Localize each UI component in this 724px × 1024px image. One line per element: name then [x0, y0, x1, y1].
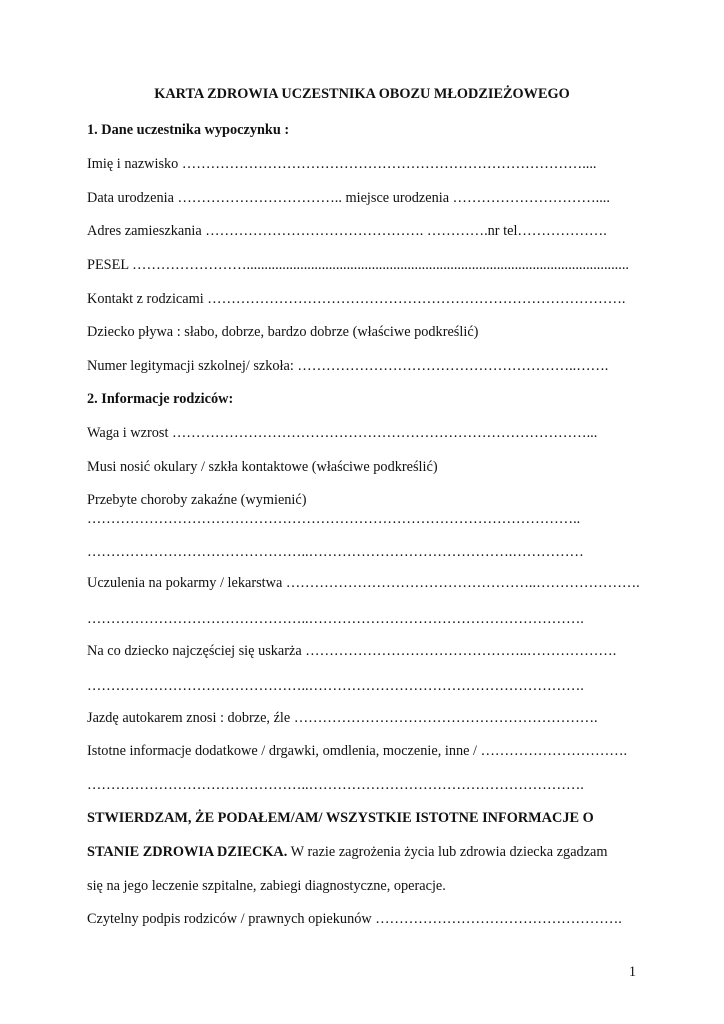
section-1-heading: 1. Dane uczestnika wypoczynku : — [87, 122, 290, 138]
page-number: 1 — [628, 964, 636, 980]
extra-info-field-line: Istotne informacje dodatkowe / drgawki, omdlenia, moczenie, inne / …………………………. — [87, 743, 628, 759]
glasses-field-line: Musi nosić okulary / szkła kontaktowe (właściwe podkreślić) — [87, 459, 438, 475]
address-field-line: Adres zamieszkania ………………………………………. ………….nr tel………………. — [87, 223, 607, 239]
parents-contact-field-line: Kontakt z rodzicami ……………………………………………………………………………. — [87, 291, 626, 307]
statement-line-2 — [87, 843, 608, 861]
diseases-dots-line-1: ………………………………………………………………………………………….. — [87, 511, 581, 527]
section-2-heading: 2. Informacje rodziców: — [87, 391, 234, 407]
diseases-dots-line-2: ………………………………………..…………………………………….…………… — [87, 544, 584, 560]
birth-field-line: Data urodzenia …………………………….. miejsce urodzenia ………………………….... — [87, 190, 610, 206]
statement-normal-part: W razie zagrożenia życia lub zdrowia dziecka zgadzam — [287, 844, 608, 860]
weight-field-line: Waga i wzrost ……………………………………………………………………………... — [87, 425, 598, 441]
allergies-field-line: Uczulenia na pokarmy / lekarstwa ……………………………………………..…………………. — [87, 575, 640, 591]
bus-travel-field-line: Jazdę autokarem znosi : dobrze, źle ………………………………………………………. — [87, 710, 598, 726]
signature-field-line: Czytelny podpis rodziców / prawnych opiekunów ……………………………………………. — [87, 911, 622, 927]
statement-bold-part: STANIE ZDROWIA DZIECKA. — [87, 844, 288, 860]
pesel-field-line: PESEL ……………………........................................................................................................... — [87, 257, 629, 273]
document-title: KARTA ZDROWIA UCZESTNIKA OBOZU MŁODZIEŻOWEGO — [154, 86, 570, 102]
statement-line-3: się na jego leczenie szpitalne, zabiegi diagnostyczne, operacje. — [87, 878, 446, 894]
name-field-line: Imię i nazwisko ………………………………………………………………………….... — [87, 156, 597, 172]
allergies-dots-line: ………………………………………..…………………………………………………. — [87, 611, 584, 627]
extra-info-dots-line: ………………………………………..…………………………………………………. — [87, 777, 584, 793]
complaints-dots-line: ………………………………………..…………………………………………………. — [87, 678, 584, 694]
swimming-field-line: Dziecko pływa : słabo, dobrze, bardzo dobrze (właściwe podkreślić) — [87, 324, 479, 340]
statement-line-1: STWIERDZAM, ŻE PODAŁEM/AM/ WSZYSTKIE ISTOTNE INFORMACJE O — [87, 810, 594, 826]
complaints-field-line: Na co dziecko najczęściej się uskarża ………………………………………..………………. — [87, 643, 617, 659]
diseases-label: Przebyte choroby zakaźne (wymienić) — [87, 492, 307, 508]
school-id-field-line: Numer legitymacji szkolnej/ szkoła: …………………………………………………..……. — [87, 358, 609, 374]
